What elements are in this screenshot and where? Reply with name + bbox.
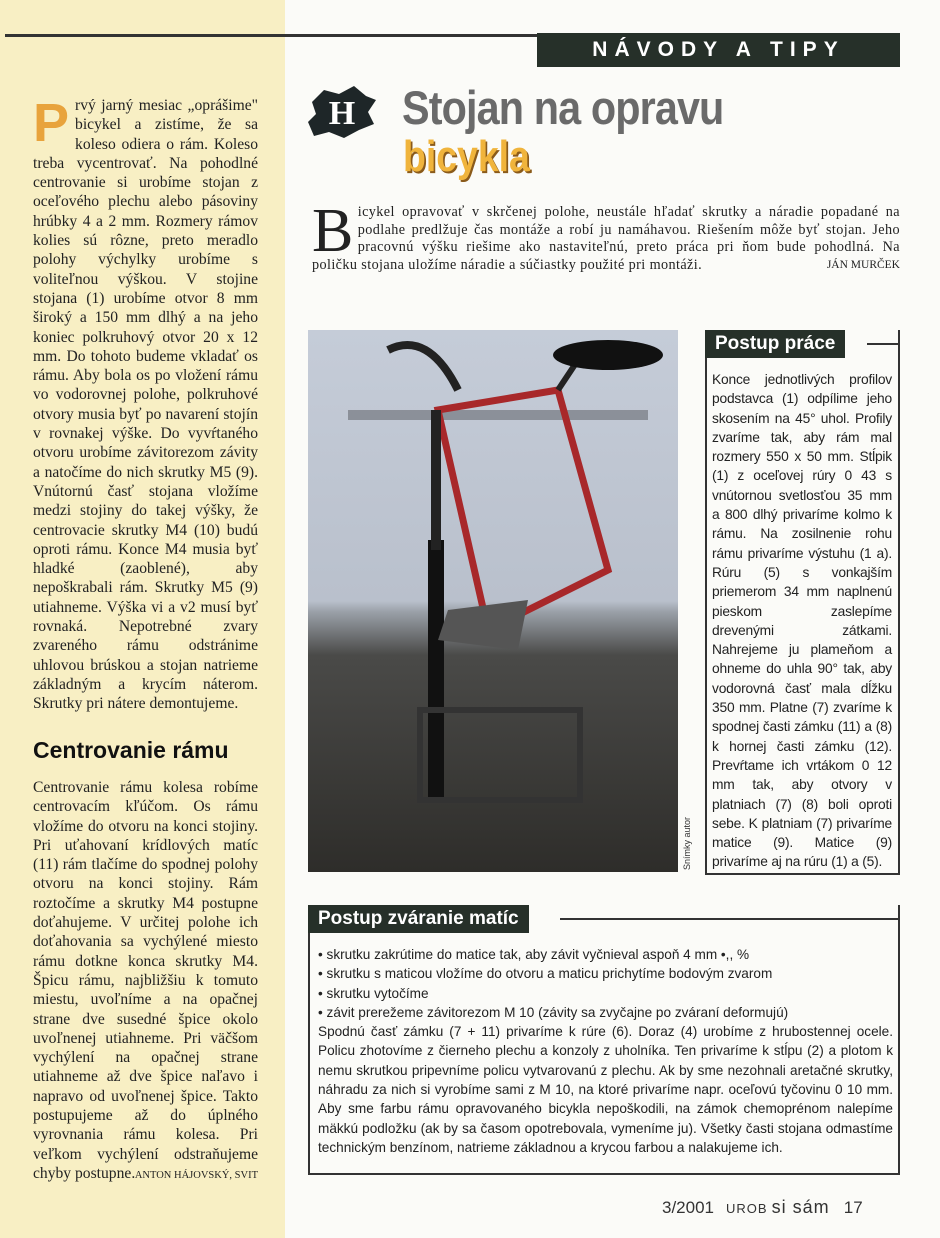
box-rule bbox=[867, 343, 900, 345]
magazine-name-2: si sám bbox=[771, 1197, 830, 1217]
lead-paragraph bbox=[312, 197, 900, 274]
postup-zvarania-content bbox=[318, 945, 893, 1157]
lead-body: icykel opravovať v skrčenej polohe, neustále hľadať skrutky a náradie popadané na podlahe predlžuje čas montáže a robí ju namáhavou. Riešením môže byť stojan. Jeho pracovnú výšku riešime ako nastaviteľnú, preto práca pri ňom bude pohodlná. Na poličku stojana uložíme náradie a súčiastky použité pri montáži. bbox=[312, 204, 900, 273]
issue-number: 3/2001 bbox=[662, 1198, 714, 1217]
page-number: 17 bbox=[843, 1198, 863, 1217]
bicycle-stand-photo bbox=[308, 330, 678, 872]
magazine-name-1: UROB bbox=[726, 1201, 768, 1216]
h-logo-icon bbox=[304, 82, 379, 142]
postup-prace-text: Konce jednotlivých profilov podstavca (1) odpílime jeho skosením na 45° uhol. Profily zvaríme tak, aby rám mal rozmery 550 x 50 mm. Stĺpik (1) z oceľovej rúry 0 43 s vnútornou svetlosťou 35 mm a 800 dlhý privaríme kolmo k rámu. Na zosilnenie rohu rámu privaríme výstuhu (1 a). Rúru (5) s vonkajším priemerom 34 mm naplnenú pieskom zaslepíme drevenými zátkami. Nahrejeme ju plameňom a ohneme do uhla 90° tak, aby vodorovná časť mala dĺžku 350 mm. Platne (7) zvaríme k spodnej časti zámku (11) a (8) k hornej časti zámku (12). Prevŕtame ich vrtákom 0 12 mm tak, aby otvory v platniach (7) (8) boli oproti sebe. K platniam (7) privaríme matice (9). Matice (9) privaríme aj na rúru (1) a (5). bbox=[712, 372, 892, 870]
postup-prace-box bbox=[705, 330, 900, 875]
svg-text:H: H bbox=[328, 95, 356, 132]
photo-credit: Snímky autor bbox=[682, 816, 692, 870]
postup-zvarania-text: Spodnú časť zámku (7 + 11) privaríme k rúre (6). Doraz (4) urobíme z hrubostennej ocele. Policu zhotovíme z čierneho plechu a konzoly z uholníka. Ten privaríme k stĺpu (2) a plotom k nemu skrutkou pripevníme policu vytvarovanú z plechu. Ak by sme nezohnali aretačné skrutky, náhradu za nich si vyrobíme sami z M 10, na ktoré privaríme napr. oceľovú tyčovinu 0 10 mm. Aby sme farbu rámu opravovaného bicykla nepoškodili, na zámok chemoprénom nalepíme mäkkú podložku (ak by sa časom opotrebovala, vymeníme ju). Všetky časti stojana odmastíme technickým benzínom, natrieme základnou a krycou farbou a nalakujeme ich. bbox=[318, 1024, 893, 1155]
title-line-1: Stojan na opravu bbox=[402, 81, 724, 134]
section-label: NÁVODY A TIPY bbox=[537, 33, 900, 67]
intro-text bbox=[33, 93, 258, 714]
box-rule bbox=[560, 918, 900, 920]
dropcap-b: B bbox=[312, 197, 354, 265]
page-footer bbox=[662, 1197, 863, 1218]
list-item: • skrutku vytočíme bbox=[318, 984, 893, 1003]
list-item: • skrutku s maticou vložíme do otvoru a maticu prichytíme bodovým zvarom bbox=[318, 964, 893, 983]
intro-body: rvý jarný mesiac „oprášime" bicykel a zistíme, že sa koleso odiera o rám. Koleso treba vycentrovať. Na pohodlné centrovanie si urobíme stojan z oceľového plechu alebo pásoviny hrúbky 4 a 2 mm. Rozmery rámov kolies sú rôzne, preto meradlo polohy výchylky urobíme s voliteľnou výškou. V stojine stojana (1) urobíme otvor 8 mm široký a 150 mm dlhý a na jeho koniec polkruhový otvor 20 x 12 mm. Do tohoto budeme vkladať os rámu. Aby bola os po vložení rámu vo vodorovnej polohe, polkruhové otvory musia byť po navarení stojín v rovnakej výške. Do vyvŕtaného otvoru urobíme závitorezom závity a natočíme do nich skrutky M5 (9). Vnútornú časť stojana vložíme medzi stojiny do takej výšky, že centrovacie skrutky M4 (10) budú oproti rámu. Konce M4 musia byť hladké (zaoblené), aby nepoškrabali rám. Skrutky M5 (9) utiahneme. Výška vi a v2 musí byť rovnaká. Nepotrebné zvary zvareného rámu odstránime uhlovou brúskou a stojan natrieme základným a krycím náterom. Skrutky pri nátere demontujeme. bbox=[33, 97, 258, 713]
dropcap-p: P bbox=[33, 93, 70, 153]
left-author: ANTON HÁJOVSKÝ, SVIT bbox=[134, 1170, 258, 1181]
list-item: • závit prerežeme závitorezom M 10 (závity sa zvyčajne po zváraní deformujú) bbox=[318, 1003, 893, 1022]
postup-zvarania-heading: Postup zváranie matíc bbox=[308, 905, 529, 933]
postup-zvarania-box bbox=[308, 905, 900, 1175]
postup-prace-heading: Postup práce bbox=[705, 330, 845, 358]
bicycle-illustration bbox=[308, 330, 678, 872]
lead-author: JÁN MURČEK bbox=[826, 258, 900, 271]
title-line-2: bicykla bbox=[403, 132, 530, 181]
list-item: • skrutku zakrútime do matice tak, aby závit vyčnieval aspoň 4 mm •,, % bbox=[318, 945, 893, 964]
centrovanie-text: Centrovanie rámu kolesa robíme centrovacím kľúčom. Os rámu vložíme do otvoru na konci stojiny. Pri uťahovaní krídlových matíc (11) rám tlačíme do spodnej polohy otvoru na konci stojiny. Rám roztočíme a skrutky M4 postupne doťahujeme. V určitej polohe ich doťahovania sa vychýlené miesto rámu dotkne konca skrutky M4. Špicu rámu, najbližšiu k tomuto miestu, uvoľníme a na opačnej strane dve susedné špice okolo uvoľnenej utiahneme. Pri väčšom vychýlení na opačnej strane utiahneme až dve špice naľavo i napravo od uvoľnenej špice. Takto postupujeme až do úplného vyrovnania rámu kolesa. Pri veľkom vychýlení odstraňujeme chyby postupne. bbox=[33, 779, 258, 1182]
centrovanie-heading: Centrovanie rámu bbox=[33, 737, 229, 763]
